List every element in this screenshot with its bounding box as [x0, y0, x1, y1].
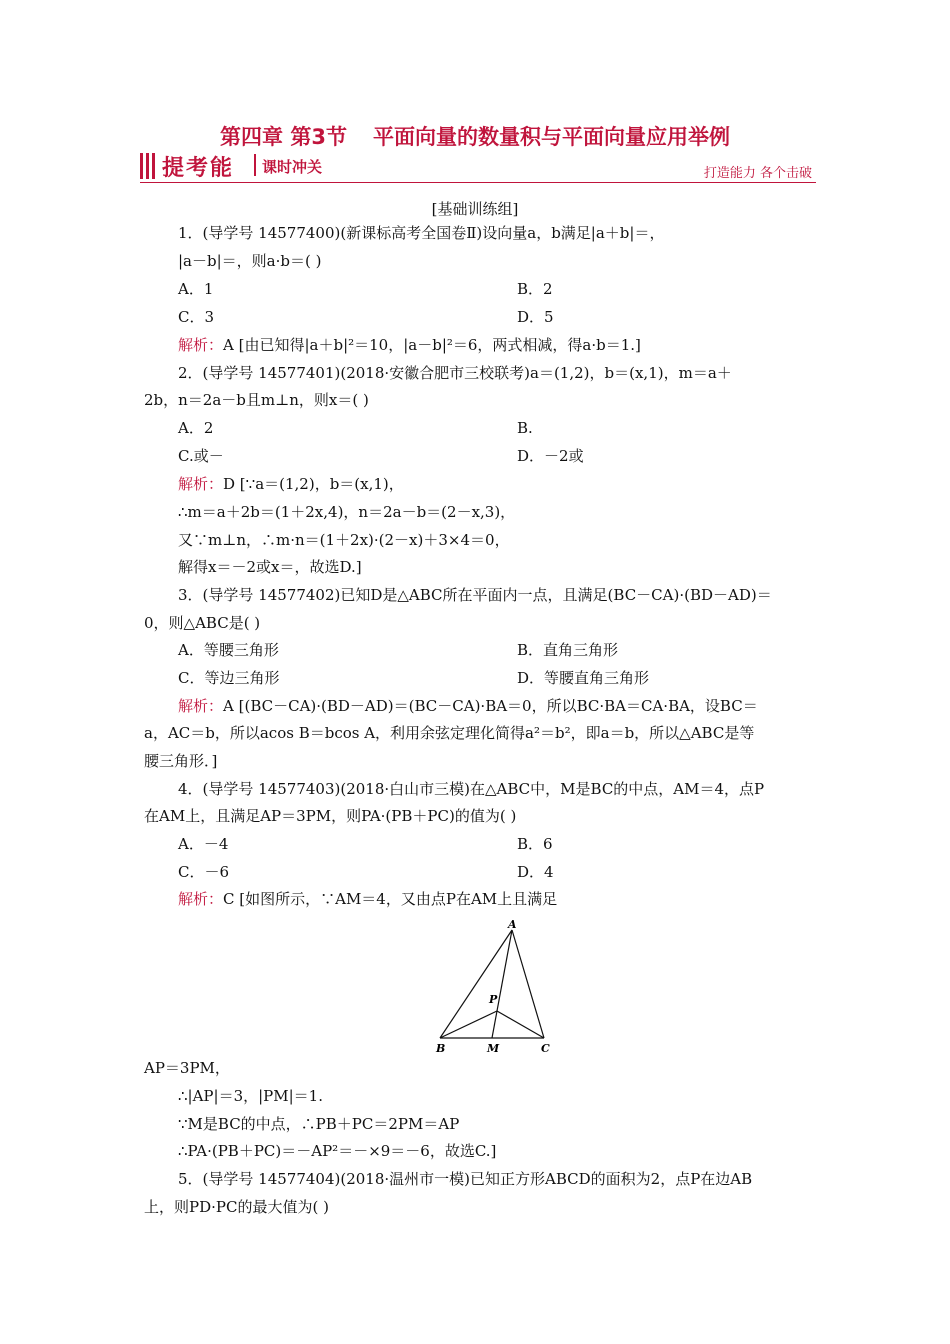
- question-line: 5．(导学号 14577404)(2018·温州市一模)已知正方形ABCD的面积为2，点P在边AB: [178, 1170, 753, 1188]
- solution-line: 解得x＝－2或x＝，故选D.]: [178, 558, 362, 576]
- solution-line: ∵M是BC的中点，∴PB＋PC＝2PM＝AP: [178, 1115, 460, 1133]
- solution-label: 解析：: [178, 475, 224, 493]
- question-line: 2．(导学号 14577401)(2018·安徽合肥市三校联考)a＝(1,2)，b＝(x,1)，m＝a＋: [178, 364, 732, 382]
- solution-text: C [如图所示，∵AM＝4，又由点P在AM上且满足: [223, 890, 558, 908]
- solution-label: 解析：: [178, 697, 224, 715]
- label-a: A: [508, 918, 517, 931]
- solution-line: [178, 889, 557, 909]
- solution-text: A [由已知得|a＋b|²＝10，|a－b|²＝6，两式相减，得a·b＝1.]: [223, 336, 641, 354]
- option-b: B．直角三角形: [517, 641, 619, 659]
- solution-label: 解析：: [178, 336, 224, 354]
- question-line: 上，则PD·PC的最大值为( ): [144, 1198, 329, 1216]
- banner-underline: [140, 182, 816, 183]
- solution-line: a，AC＝b，所以acos B＝bcos A，利用余弦定理化简得a²＝b²，即a＝b，所以△ABC是等: [144, 724, 755, 742]
- label-m: M: [487, 1042, 500, 1055]
- question-line: 1．(导学号 14577400)(新课标高考全国卷Ⅱ)设向量a，b满足|a＋b|＝，: [178, 224, 665, 242]
- question-line: |a－b|＝，则a·b＝( ): [178, 252, 322, 270]
- option-b: B．2: [517, 280, 553, 298]
- option-d: D．5: [517, 308, 554, 326]
- label-b: B: [436, 1042, 446, 1055]
- section-topic: 平面向量的数量积与平面向量应用举例: [372, 125, 730, 149]
- option-a: A．－4: [178, 835, 229, 853]
- triangle-diagram: [430, 918, 560, 1058]
- question-line: 0，则△ABC是( ): [144, 614, 261, 632]
- banner-main-label: 提考能: [162, 156, 235, 181]
- option-c: C．－6: [178, 863, 230, 881]
- question-line: 2b，n＝2a－b且m⊥n，则x＝( ): [144, 391, 369, 409]
- solution-line: ∴PA·(PB＋PC)＝－AP²＝－×9＝－6，故选C.]: [178, 1142, 497, 1160]
- option-c: C．等边三角形: [178, 669, 280, 687]
- banner-separator: [254, 154, 256, 176]
- solution-line: ∴m＝a＋2b＝(1＋2x,4)，n＝2a－b＝(2－x,3)，: [178, 503, 516, 521]
- option-d: D．－2或: [517, 447, 584, 465]
- banner-slogan: 打造能力 各个击破: [703, 166, 812, 181]
- option-d: D．4: [517, 863, 554, 881]
- option-a: A．2: [178, 419, 214, 437]
- label-p: P: [489, 993, 498, 1006]
- median-am: [492, 930, 512, 1038]
- solution-text: D [∵a＝(1,2)，b＝(x,1)，: [223, 475, 404, 493]
- triangle-figure: [430, 918, 560, 1058]
- chapter-label: 第四章 第3节: [220, 125, 347, 149]
- solution-line: [178, 474, 404, 494]
- question-line: 4．(导学号 14577403)(2018·白山市三模)在△ABC中，M是BC的中点，AM＝4，点P: [178, 780, 765, 798]
- option-c: C．3: [178, 308, 215, 326]
- option-a: A．1: [178, 280, 214, 298]
- option-a: A．等腰三角形: [178, 641, 279, 659]
- option-d: D．等腰直角三角形: [517, 669, 650, 687]
- question-line: 3．(导学号 14577402)已知D是△ABC所在平面内一点，且满足(BC－CA)·(BD－AD)＝: [178, 586, 772, 604]
- solution-line: 腰三角形．]: [144, 752, 218, 770]
- section-banner: [140, 151, 816, 185]
- page-title: [0, 121, 950, 151]
- section-heading: [基础训练组]: [431, 200, 519, 218]
- solution-line: ∴|AP|＝3，|PM|＝1.: [178, 1087, 323, 1105]
- solution-label: 解析：: [178, 890, 224, 908]
- solution-line: [178, 696, 758, 716]
- label-c: C: [541, 1042, 550, 1055]
- solution-text: A [(BC－CA)·(BD－AD)＝(BC－CA)·BA＝0，所以BC·BA＝CA·BA，设BC＝: [223, 697, 758, 715]
- solution-line: AP＝3PM，: [144, 1059, 230, 1077]
- option-b: B.: [517, 419, 533, 437]
- solution-line: [178, 335, 641, 355]
- edge-ab: [440, 930, 512, 1038]
- option-b: B．6: [517, 835, 553, 853]
- solution-line: 又∵m⊥n，∴m·n＝(1＋2x)·(2－x)＋3×4＝0，: [178, 531, 510, 549]
- question-line: 在AM上，且满足AP＝3PM，则PA·(PB＋PC)的值为( ): [144, 807, 517, 825]
- banner-sub-label: 课时冲关: [262, 158, 323, 176]
- option-c: C.或－: [178, 447, 224, 465]
